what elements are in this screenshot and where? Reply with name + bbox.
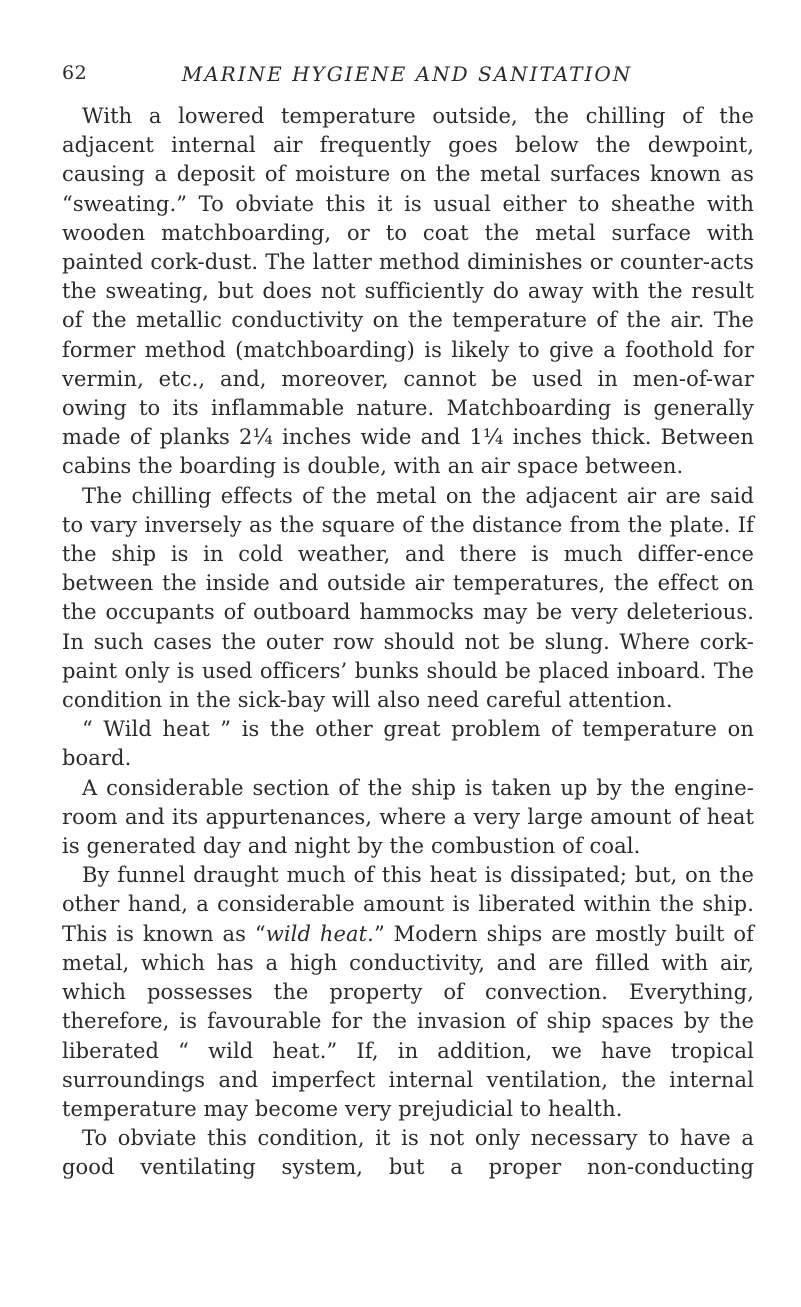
paragraph-engine-room: A considerable section of the ship is taken up by the engine-room and its appurtenances, where a very large amount of heat is generated day and night by the combustion of coal. <box>62 775 754 859</box>
body-text <box>62 102 754 1183</box>
page-header <box>62 62 752 92</box>
wild-heat-italic: wild heat. <box>265 921 374 946</box>
page-number: 62 <box>62 62 88 84</box>
paragraph-sweating: With a lowered temperature outside, the chilling of the adjacent internal air frequently goes below the dewpoint, causing a deposit of moisture on the metal surfaces known as “sweating.” To obviate this it is usual either to sheathe with wooden matchboarding, or to coat the metal surface with painted cork-dust. The latter method diminishes or counter-acts the sweating, but does not sufficiently do away with the result of the metallic conductivity on the temperature of the air. The former method (matchboarding) is likely to give a foothold for vermin, etc., and, moreover, cannot be used in men-of-war owing to its inflammable nature. Matchboarding is generally made of planks 2¼ inches wide and 1¼ inches thick. Between cabins the boarding is double, with an air space between. <box>62 104 754 479</box>
paragraph-wild-heat-intro: “ Wild heat ” is the other great problem of temperature on board. <box>62 717 754 771</box>
running-head: MARINE HYGIENE AND SANITATION <box>181 62 633 86</box>
paragraph-funnel-draught-text-a: By funnel draught much of this heat is dissipated; but, on the other hand, a considerable amount is liberated within the ship. This is known as “ <box>62 863 754 946</box>
paragraph-funnel-draught-text-b: ” Modern ships are mostly built of metal, which has a high conductivity, and are filled with air, which possesses the property of convection. Everything, therefore, is favourable for the invasion of ship spaces by the liberated “ wild heat.” If, in addition, we have tropical surroundings and imperfect internal ventilation, the internal temperature may become very prejudicial to health. <box>62 921 754 1121</box>
paragraph-chilling-effects: The chilling effects of the metal on the adjacent air are said to vary inversely as the square of the distance from the plate. If the ship is in cold weather, and there is much differ-ence between the inside and outside air temperatures, the effect on the occupants of outboard hammocks may be very deleterious. In such cases the outer row should not be slung. Where cork-paint only is used officers’ bunks should be placed inboard. The condition in the sick-bay will also need careful attention. <box>62 483 754 713</box>
paragraph-obviate-condition: To obviate this condition, it is not only necessary to have a good ventilating system, but a proper non-conducting <box>62 1126 754 1180</box>
paragraph-funnel-draught <box>62 861 754 1124</box>
